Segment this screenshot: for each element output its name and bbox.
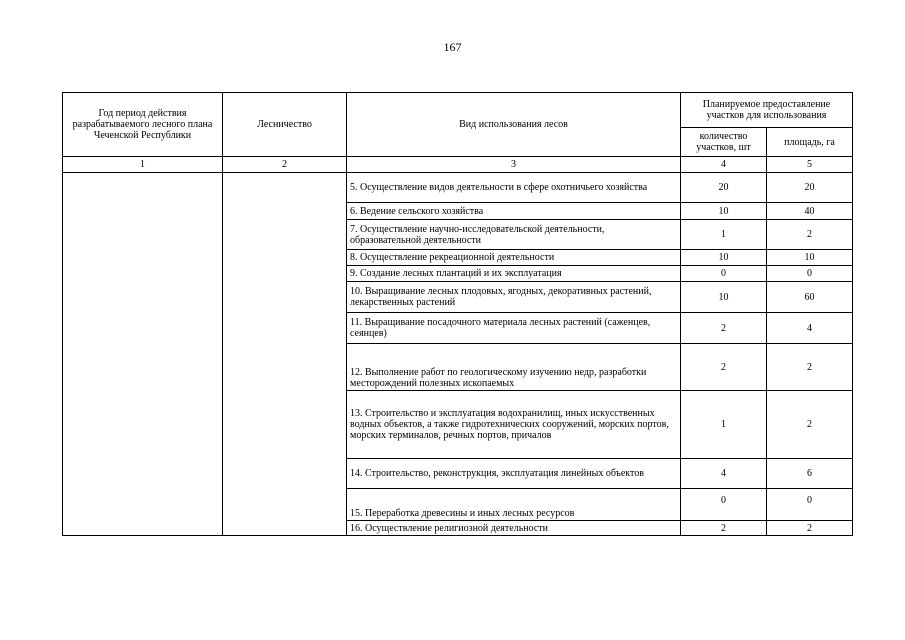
count-cell: 10 <box>681 203 767 220</box>
area-cell: 2 <box>767 391 853 459</box>
count-cell: 1 <box>681 391 767 459</box>
area-cell: 60 <box>767 282 853 313</box>
activity-cell: 12. Выполнение работ по геологическому изучению недр, разработки месторождений полезных ископаемых <box>347 344 681 391</box>
count-cell: 20 <box>681 173 767 203</box>
count-cell: 2 <box>681 313 767 344</box>
activity-cell: 9. Создание лесных плантаций и их эксплуатация <box>347 266 681 282</box>
count-cell: 4 <box>681 459 767 489</box>
area-cell: 0 <box>767 266 853 282</box>
count-cell: 2 <box>681 344 767 391</box>
header-period: Год период действия разрабатываемого лесного плана Чеченской Республики <box>63 93 223 157</box>
column-number: 4 <box>681 157 767 173</box>
header-area: площадь, га <box>767 128 853 157</box>
header-count: количество участков, шт <box>681 128 767 157</box>
area-cell: 2 <box>767 220 853 250</box>
column-number: 1 <box>63 157 223 173</box>
activity-cell: 5. Осуществление видов деятельности в сфере охотничьего хозяйства <box>347 173 681 203</box>
activity-cell: 14. Строительство, реконструкция, эксплуатация линейных объектов <box>347 459 681 489</box>
count-cell: 1 <box>681 220 767 250</box>
area-cell: 4 <box>767 313 853 344</box>
area-cell: 2 <box>767 344 853 391</box>
area-cell: 10 <box>767 250 853 266</box>
count-cell: 10 <box>681 250 767 266</box>
activity-cell: 13. Строительство и эксплуатация водохранилищ, иных искусственных водных объектов, а также гидротехнических сооружений, морских портов, морских терминалов, речных портов, причалов <box>347 391 681 459</box>
header-use-type: Вид использования лесов <box>347 93 681 157</box>
count-cell: 2 <box>681 521 767 536</box>
area-cell: 40 <box>767 203 853 220</box>
column-numbers-row <box>63 157 853 173</box>
header-row <box>63 93 853 128</box>
activity-cell: 15. Переработка древесины и иных лесных ресурсов <box>347 489 681 521</box>
count-cell: 10 <box>681 282 767 313</box>
column-number: 3 <box>347 157 681 173</box>
forest-use-table <box>62 92 853 536</box>
column-number: 2 <box>223 157 347 173</box>
table-row <box>63 173 853 203</box>
area-cell: 0 <box>767 489 853 521</box>
forestry-cell <box>223 173 347 536</box>
header-planned-provision: Планируемое предоставление участков для использования <box>681 93 853 128</box>
activity-cell: 8. Осуществление рекреационной деятельности <box>347 250 681 266</box>
count-cell: 0 <box>681 489 767 521</box>
area-cell: 2 <box>767 521 853 536</box>
column-number: 5 <box>767 157 853 173</box>
count-cell: 0 <box>681 266 767 282</box>
activity-cell: 7. Осуществление научно-исследовательской деятельности, образовательной деятельности <box>347 220 681 250</box>
activity-cell: 10. Выращивание лесных плодовых, ягодных, декоративных растений, лекарственных растений <box>347 282 681 313</box>
period-cell <box>63 173 223 536</box>
page-number: 167 <box>443 40 462 54</box>
area-cell: 6 <box>767 459 853 489</box>
activity-cell: 6. Ведение сельского хозяйства <box>347 203 681 220</box>
header-forestry: Лесничество <box>223 93 347 157</box>
area-cell: 20 <box>767 173 853 203</box>
activity-cell: 16. Осуществление религиозной деятельности <box>347 521 681 536</box>
activity-cell: 11. Выращивание посадочного материала лесных растений (саженцев, сеянцев) <box>347 313 681 344</box>
